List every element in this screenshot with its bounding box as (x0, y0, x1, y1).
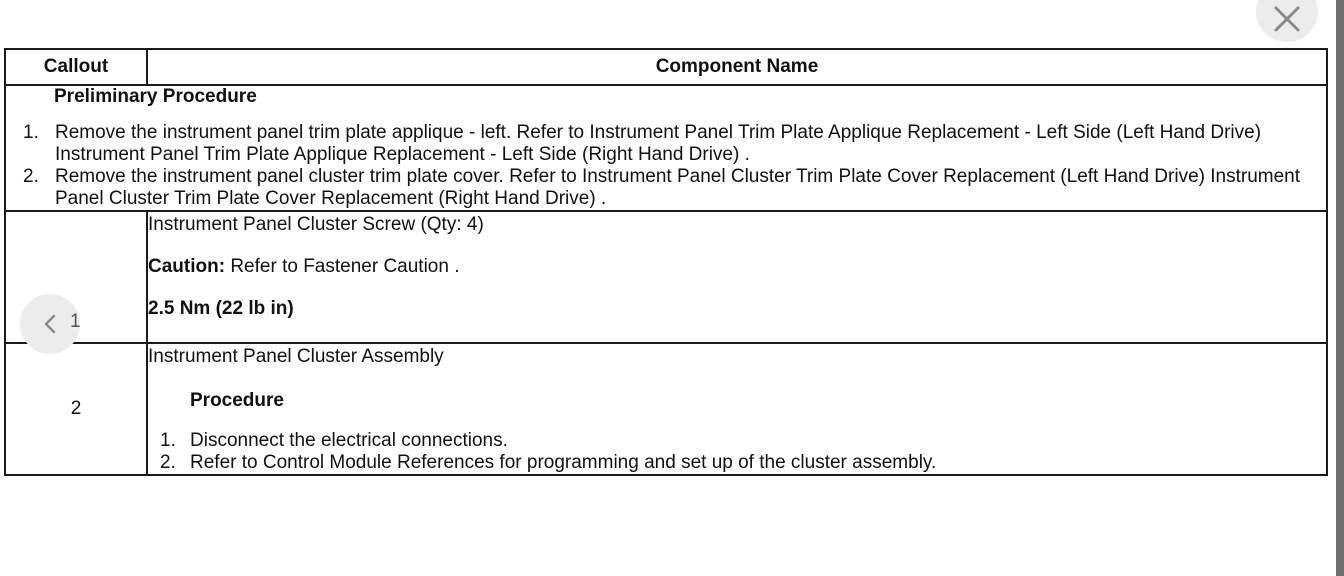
component-cell (147, 343, 1327, 475)
step-number: 1. (23, 122, 39, 143)
header-row (5, 49, 1327, 85)
close-icon (1272, 4, 1302, 34)
procedure-title: Procedure (190, 390, 284, 411)
component-name: Instrument Panel Cluster Screw (Qty: 4) (148, 214, 484, 235)
preliminary-row (5, 85, 1327, 211)
preliminary-cell (5, 85, 1327, 211)
close-button[interactable] (1256, 0, 1318, 42)
chevron-left-icon (40, 312, 60, 336)
caution-label: Caution: (148, 256, 226, 277)
callout-number: 1 (70, 311, 81, 332)
step-text: Remove the instrument panel cluster trim plate cover. Refer to Instrument Panel Cluster Trim Plate Cover Replacement (Left Hand Drive) Instrument Panel Cluster Trim Plate Cover Replacement (Right Hand Drive) . (55, 166, 1301, 209)
component-name-header: Component Name (147, 49, 1327, 85)
caution-text: Refer to Fastener Caution . (225, 256, 460, 277)
caution-note (148, 256, 1326, 278)
callout-header: Callout (5, 49, 147, 85)
list-item (148, 430, 1326, 452)
torque-spec: 2.5 Nm (22 lb in) (148, 298, 294, 319)
step-number: 2. (160, 452, 176, 473)
scrollbar-edge (1336, 0, 1344, 576)
table-row (5, 211, 1327, 343)
component-name: Instrument Panel Cluster Assembly (148, 346, 444, 367)
procedure-steps (148, 430, 1326, 474)
list-item (148, 452, 1326, 474)
component-cell (147, 211, 1327, 343)
step-number: 2. (23, 166, 39, 187)
callout-cell: 2 (5, 343, 147, 475)
list-item (6, 122, 1326, 166)
step-text: Disconnect the electrical connections. (190, 430, 508, 451)
preliminary-title: Preliminary Procedure (54, 86, 257, 107)
preliminary-steps (6, 122, 1326, 210)
table-row (5, 343, 1327, 475)
list-item (6, 166, 1326, 210)
step-text: Remove the instrument panel trim plate applique - left. Refer to Instrument Panel Trim Plate Applique Replacement - Left Side (Left Hand Drive) Instrument Panel Trim Plate Applique Replacement - Left Side (Right Hand Drive) . (55, 122, 1262, 165)
step-text: Refer to Control Module References for programming and set up of the cluster assembly. (190, 452, 937, 473)
step-number: 1. (160, 430, 176, 451)
procedure-table (4, 48, 1328, 476)
